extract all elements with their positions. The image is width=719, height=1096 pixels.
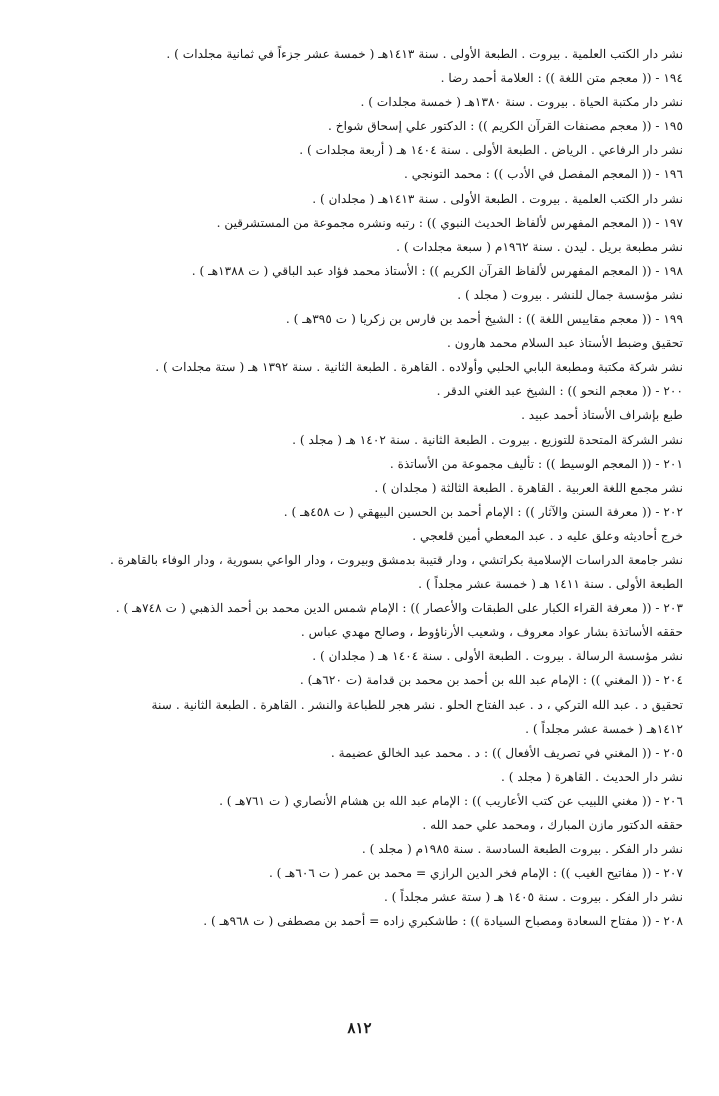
text-line: ١٤١٢هـ ( خمسة عشر مجلداً ) . bbox=[525, 721, 683, 736]
text-line: ٢٠٥ - (( المغني في تصريف الأفعال )) : د . محمد عبد الخالق عضيمة . bbox=[330, 745, 683, 760]
text-line: ٢٠٣ - (( معرفة القراء الكبار على الطبقات والأعصار )) : الإمام شمس الدين محمد بن أحمد الذهبي ( ت ٧٤٨هـ ) . bbox=[115, 601, 683, 616]
text-line: نشر مجمع اللغة العربية . القاهرة . الطبعة الثالثة ( مجلدان ) . bbox=[374, 480, 683, 495]
text-line: ٢٠٠ - (( معجم النحو )) : الشيخ عبد الغني الدقر . bbox=[436, 384, 683, 399]
text-line: ١٩٥ - (( معجم مصنفات القرآن الكريم )) : الدكتور علي إسحاق شواخ . bbox=[327, 119, 683, 134]
text-line: نشر مؤسسة جمال للنشر . بيروت ( مجلد ) . bbox=[457, 287, 683, 302]
text-line: ١٩٨ - (( المعجم المفهرس لألفاظ القرآن الكريم )) : الأستاذ محمد فؤاد عبد الباقي ( ت ١٣٨٨هـ ) . bbox=[191, 263, 683, 278]
text-line: حققه الدكتور مازن المبارك ، ومحمد علي حمد الله . bbox=[422, 818, 683, 832]
text-line: ٢٠٢ - (( معرفة السنن والآثار )) : الإمام أحمد بن الحسين البيهقي ( ت ٤٥٨هـ ) . bbox=[283, 504, 683, 519]
text-line: نشر الشركة المتحدة للتوزيع . بيروت . الطبعة الثانية . سنة ١٤٠٢ هـ ( مجلد ) . bbox=[292, 432, 683, 447]
text-line: ٢٠٧ - (( مفاتيح الغيب )) : الإمام فخر الدين الرازي = محمد بن عمر ( ت ٦٠٦هـ ) . bbox=[268, 866, 683, 881]
text-line: نشر جامعة الدراسات الإسلامية بكراتشي ، ودار قتيبة بدمشق وبيروت ، ودار الواعي بسورية ، ودار الوفاء بالقاهرة . bbox=[110, 552, 683, 567]
text-line: نشر مطبعة بريل . ليدن . سنة ١٩٦٢م ( سبعة مجلدات ) . bbox=[396, 239, 683, 254]
text-line: نشر دار الرفاعي . الرياض . الطبعة الأولى . سنة ١٤٠٤ هـ ( أربعة مجلدات ) . bbox=[299, 143, 683, 158]
text-line: ٢٠١ - (( المعجم الوسيط )) : تأليف مجموعة من الأساتذة . bbox=[389, 456, 683, 471]
text-line: نشر دار الكتب العلمية . بيروت . الطبعة الأولى . سنة ١٤١٣هـ ( خمسة عشر جزءاً في ثمانية مجلدات ) . bbox=[166, 47, 683, 61]
text-line: تحقيق د . عبد الله التركي ، د . عبد الفتاح الحلو . نشر هجر للطباعة والنشر . القاهرة . الطبعة الثانية . سنة bbox=[151, 697, 683, 712]
text-line: الطبعة الأولى . سنة ١٤١١ هـ ( خمسة عشر مجلداً ) . bbox=[418, 577, 683, 592]
text-line: نشر شركة مكتبة ومطبعة البابي الحلبي وأولاده . القاهرة . الطبعة الثانية . سنة ١٣٩٢ هـ ( ستة مجلدات ) . bbox=[155, 360, 683, 375]
bibliography-list bbox=[36, 42, 683, 933]
text-line: نشر دار الكتب العلمية . بيروت . الطبعة الأولى . سنة ١٤١٣هـ ( مجلدان ) . bbox=[312, 191, 683, 206]
text-line: نشر دار الفكر . بيروت . سنة ١٤٠٥ هـ ( ستة عشر مجلداً ) . bbox=[383, 890, 683, 905]
text-line: نشر دار الفكر . بيروت الطبعة السادسة . سنة ١٩٨٥م ( مجلد ) . bbox=[361, 842, 683, 857]
text-line: طبع بإشراف الأستاذ أحمد عبيد . bbox=[521, 408, 683, 423]
text-line: تحقيق وضبط الأستاذ عبد السلام محمد هارون . bbox=[447, 336, 683, 351]
text-line: نشر دار الحديث . القاهرة ( مجلد ) . bbox=[500, 769, 683, 784]
text-line: ٢٠٦ - (( مغني اللبيب عن كتب الأعاريب )) : الإمام عبد الله بن هشام الأنصاري ( ت ٧٦١هـ ) . bbox=[219, 793, 683, 808]
text-line: ٢٠٨ - (( مفتاح السعادة ومصباح السيادة )) : طاشكبري زاده = أحمد بن مصطفى ( ت ٩٦٨هـ ) . bbox=[203, 914, 683, 929]
text-line: خرج أحاديثه وعلق عليه د . عبد المعطي أمين قلعجي . bbox=[412, 528, 683, 543]
text-line: نشر دار مكتبة الحياة . بيروت . سنة ١٣٨٠هـ ( خمسة مجلدات ) . bbox=[360, 95, 683, 110]
text-line: ١٩٧ - (( المعجم المفهرس لألفاظ الحديث النبوي )) : رتبه ونشره مجموعة من المستشرقين . bbox=[216, 215, 683, 230]
text-line: ١٩٩ - (( معجم مقاييس اللغة )) : الشيخ أحمد بن فارس بن زكريا ( ت ٣٩٥هـ ) . bbox=[285, 312, 683, 327]
text-line: نشر مؤسسة الرسالة . بيروت . الطبعة الأولى . سنة ١٤٠٤ هـ ( مجلدان ) . bbox=[312, 649, 683, 664]
text-line: ١٩٦ - (( المعجم المفصل في الأدب )) : محمد التونجي . bbox=[403, 167, 683, 182]
text-line: حققه الأساتذة بشار عواد معروف ، وشعيب الأرناؤوط ، وصالح مهدي عباس . bbox=[300, 625, 683, 640]
page-number: ٨١٢ bbox=[347, 1019, 372, 1037]
text-line: ١٩٤ - (( معجم متن اللغة )) : العلامة أحمد رضا . bbox=[440, 71, 683, 86]
text-line: ٢٠٤ - (( المغني )) : الإمام عبد الله بن أحمد بن محمد بن قدامة (ت ٦٢٠هـ) . bbox=[299, 673, 683, 688]
